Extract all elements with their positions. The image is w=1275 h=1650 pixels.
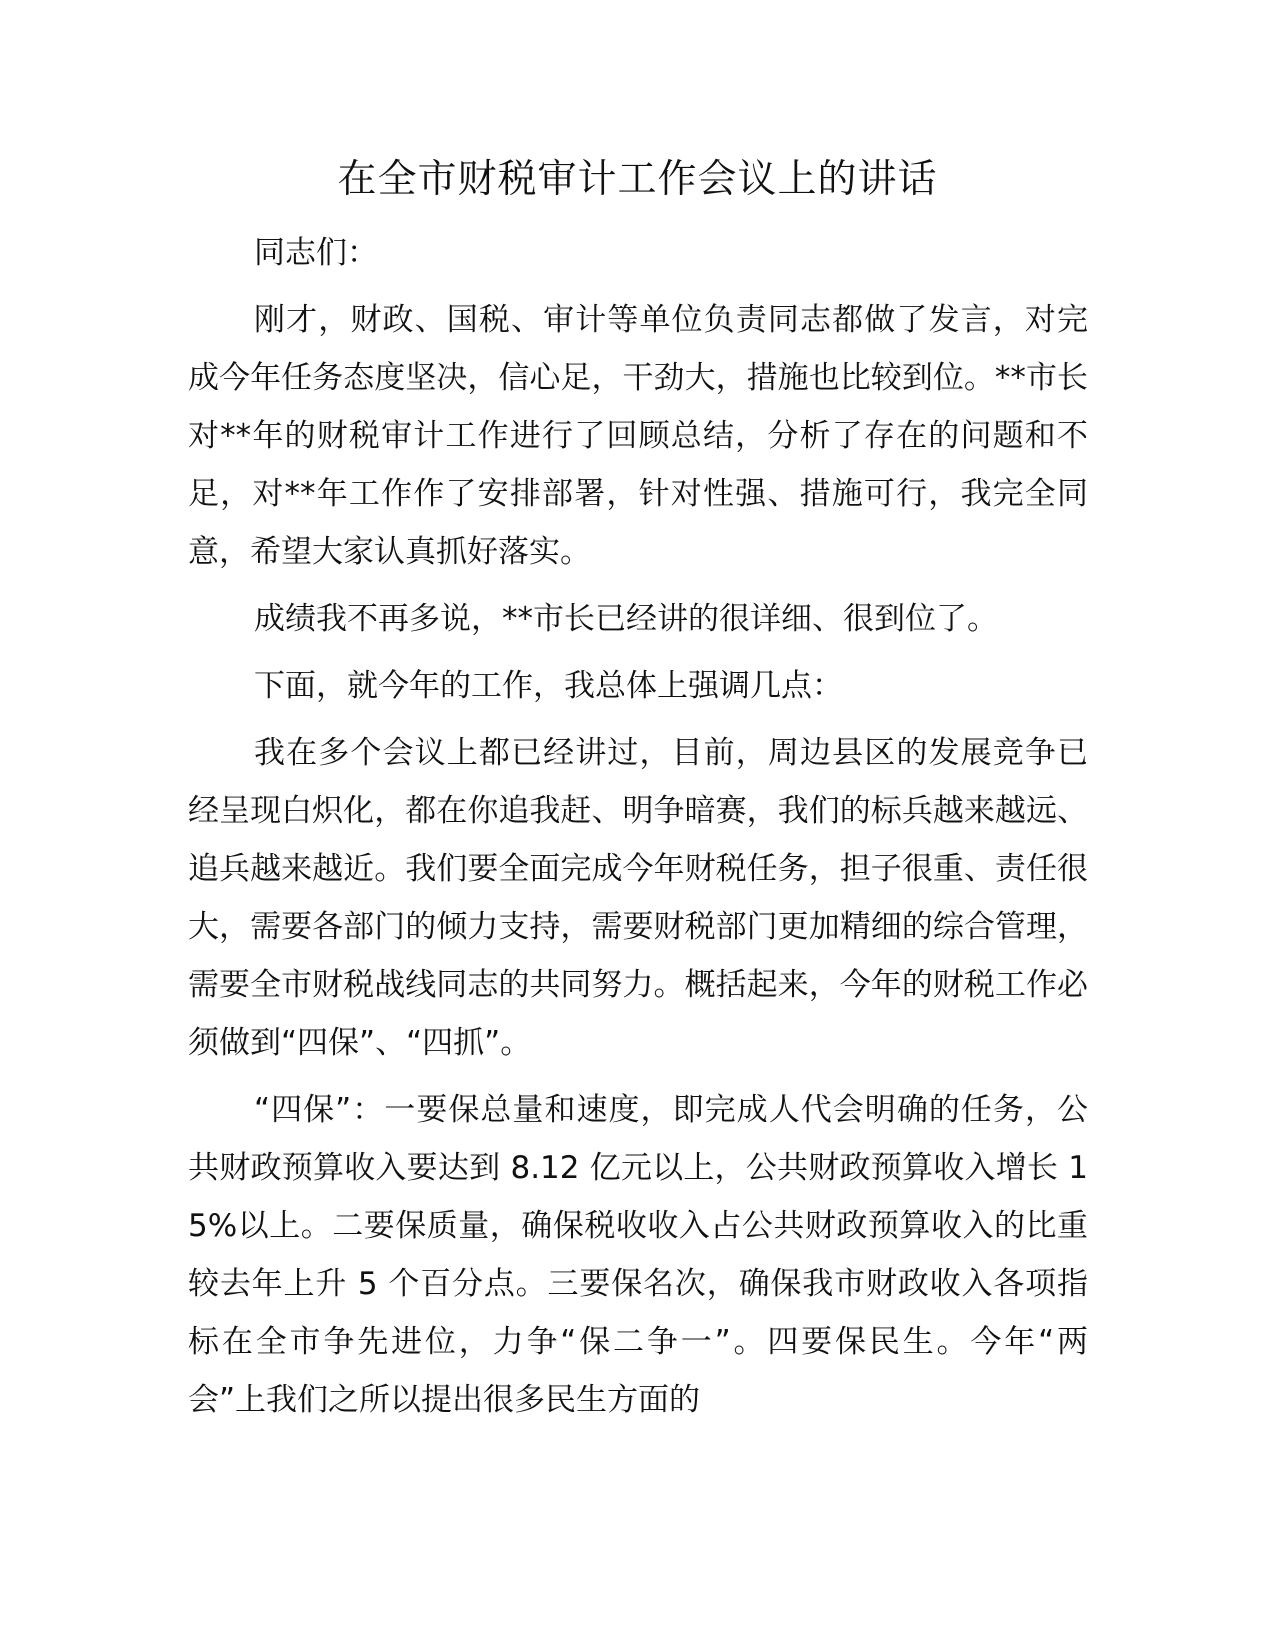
paragraph: 成绩我不再多说，**市长已经讲的很详细、很到位了。 [254, 601, 998, 637]
paragraph: “四保”：一要保总量和速度，即完成人代会明确的任务，公共财政预算收入要达到 8.12 亿元以上，公共财政预算收入增长 15%以上。二要保质量，确保税收收入占公共财政预算收入的比重较去年上升 5 个百分点。三要保名次，确保我市财政收入各项指标在全市争先进位，力争“保二争一”。四要保民生。今年“两会”上我们之所以提出很多民生方面的 [188, 1092, 1088, 1418]
paragraph: 刚才，财政、国税、审计等单位负责同志都做了发言，对完成今年任务态度坚决，信心足，干劲大，措施也比较到位。**市长对**年的财税审计工作进行了回顾总结，分析了存在的问题和不足，对**年工作作了安排部署，针对性强、措施可行，我完全同意，希望大家认真抓好落实。 [188, 302, 1088, 570]
document-body [188, 224, 1088, 1438]
document-title: 在全市财税审计工作会议上的讲话 [337, 157, 938, 202]
paragraph-salutation: 同志们： [254, 235, 378, 271]
paragraph: 我在多个会议上都已经讲过，目前，周边县区的发展竞争已经呈现白炽化，都在你追我赶、明争暗赛，我们的标兵越来越远、追兵越来越近。我们要全面完成今年财税任务，担子很重、责任很大，需要各部门的倾力支持，需要财税部门更加精细的综合管理，需要全市财税战线同志的共同努力。概括起来，今年的财税工作必须做到“四保”、“四抓”。 [188, 735, 1088, 1061]
paragraph: 下面，就今年的工作，我总体上强调几点： [254, 668, 843, 704]
